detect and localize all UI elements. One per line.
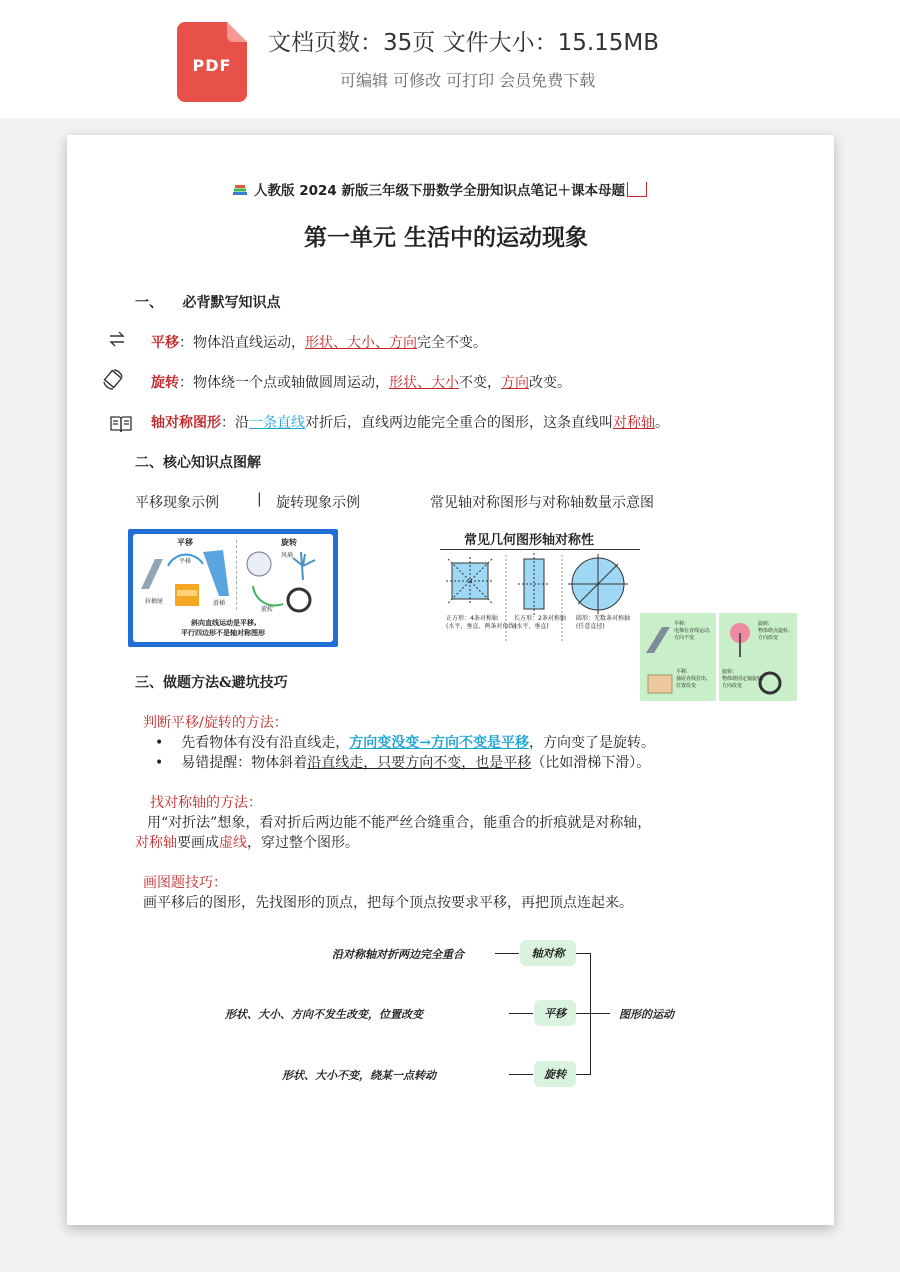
translate-arrows-icon	[108, 331, 126, 351]
method-2-line-2: 对称轴要画成虚线，穿过整个图形。	[135, 835, 359, 851]
mindmap-desc-rotation: 形状、大小不变，绕某一点转动	[282, 1069, 436, 1082]
mindmap-root: 图形的运动	[619, 1008, 674, 1021]
method-1-title: 判断平移/旋转的方法：	[143, 715, 288, 731]
figure-label-symmetry: 常见轴对称图形与对称轴数量示意图	[430, 495, 654, 511]
figure-label-translation: 平移现象示例	[135, 495, 219, 511]
method-3-line-1: 画平移后的图形，先找图形的顶点，把每个顶点按要求平移，再把顶点连起来。	[143, 895, 633, 911]
point-translation: 平移：物体沿直线运动，形状、大小、方向完全不变。	[151, 335, 487, 351]
symmetry-shapes-drawing-icon	[440, 551, 640, 653]
figure-label-separator: |	[257, 491, 262, 507]
figure-label-rotation: 旋转现象示例	[276, 495, 360, 511]
doc-info-subtitle: 可编辑 可修改 可打印 会员免费下载	[340, 71, 596, 90]
figure-real-life-examples: 平移: 电梯在直线运动, 方向不变 旋转: 物体绕点旋转, 方向改变 平移: 抽屉直线拉出, 位置改变 旋转: 物体绕固定轴旋转, 方向改变	[640, 613, 797, 701]
doc-top-title: 人教版 2024 新版三年级下册数学全册知识点笔记＋课本母题	[232, 179, 647, 199]
section-3-heading: 三、做题方法&避坑技巧	[135, 675, 288, 691]
method-2-line-1: 用“对折法”想象，看对折后两边能不能严丝合缝重合，能重合的折痕就是对称轴，	[147, 815, 652, 831]
doc-info-title: 文档页数：35页 文件大小：15.15MB	[268, 30, 660, 56]
mindmap-desc-symmetry: 沿对称轴对折两边完全重合	[332, 948, 464, 961]
method-2-title: 找对称轴的方法：	[150, 795, 262, 811]
mindmap-node-rotation: 旋转	[534, 1061, 576, 1087]
section-2-heading: 二、核心知识点图解	[135, 455, 261, 471]
top-title-underline-mark	[627, 182, 647, 197]
mindmap-node-translation: 平移	[534, 1000, 576, 1026]
section-1-heading: 一、 必背默写知识点	[135, 295, 281, 311]
page-header	[0, 0, 900, 118]
method-1-bullet-1: • 先看物体有没有沿直线走，方向变没变→方向不变是平移，方向变了是旋转。	[155, 735, 655, 751]
document-page	[67, 135, 834, 1225]
figure-geometric-symmetry: 常见几何图形轴对称性 正方形：4条对称轴 (水平、垂直、两条对角线) 长方形：2条对称轴 (水平、垂直) 圆形：无数条对称轴 (任意直径)	[440, 527, 640, 653]
method-1-bullet-2: • 易错提醒：物体斜着沿直线走，只要方向不变，也是平移（比如滑梯下滑）。	[155, 755, 651, 771]
pdf-badge-label: PDF	[192, 56, 232, 75]
mindmap-desc-translation: 形状、大小、方向不发生改变，位置改变	[225, 1008, 423, 1021]
method-3-title: 画图题技巧：	[143, 875, 227, 891]
point-axis-symmetry: 轴对称图形：沿一条直线对折后，直线两边能完全重合的图形，这条直线叫对称轴。	[151, 415, 669, 431]
pdf-file-icon	[177, 22, 247, 102]
figure-translation-rotation: 平移 旋转 平移 拉抽屉 滑梯 风扇 旋转 斜向直线运动是平移, 平行四边形不是轴对称图形	[128, 529, 338, 647]
figure-symmetry-title: 常见几何图形轴对称性	[464, 533, 595, 548]
books-icon	[232, 184, 248, 196]
open-book-icon	[110, 415, 132, 437]
unit-title: 第一单元 生活中的运动现象	[304, 225, 589, 251]
mindmap-node-symmetry: 轴对称	[520, 940, 576, 966]
rotate-shape-icon	[101, 369, 125, 395]
point-rotation: 旋转：物体绕一个点或轴做圆周运动，形状、大小不变，方向改变。	[151, 375, 571, 391]
